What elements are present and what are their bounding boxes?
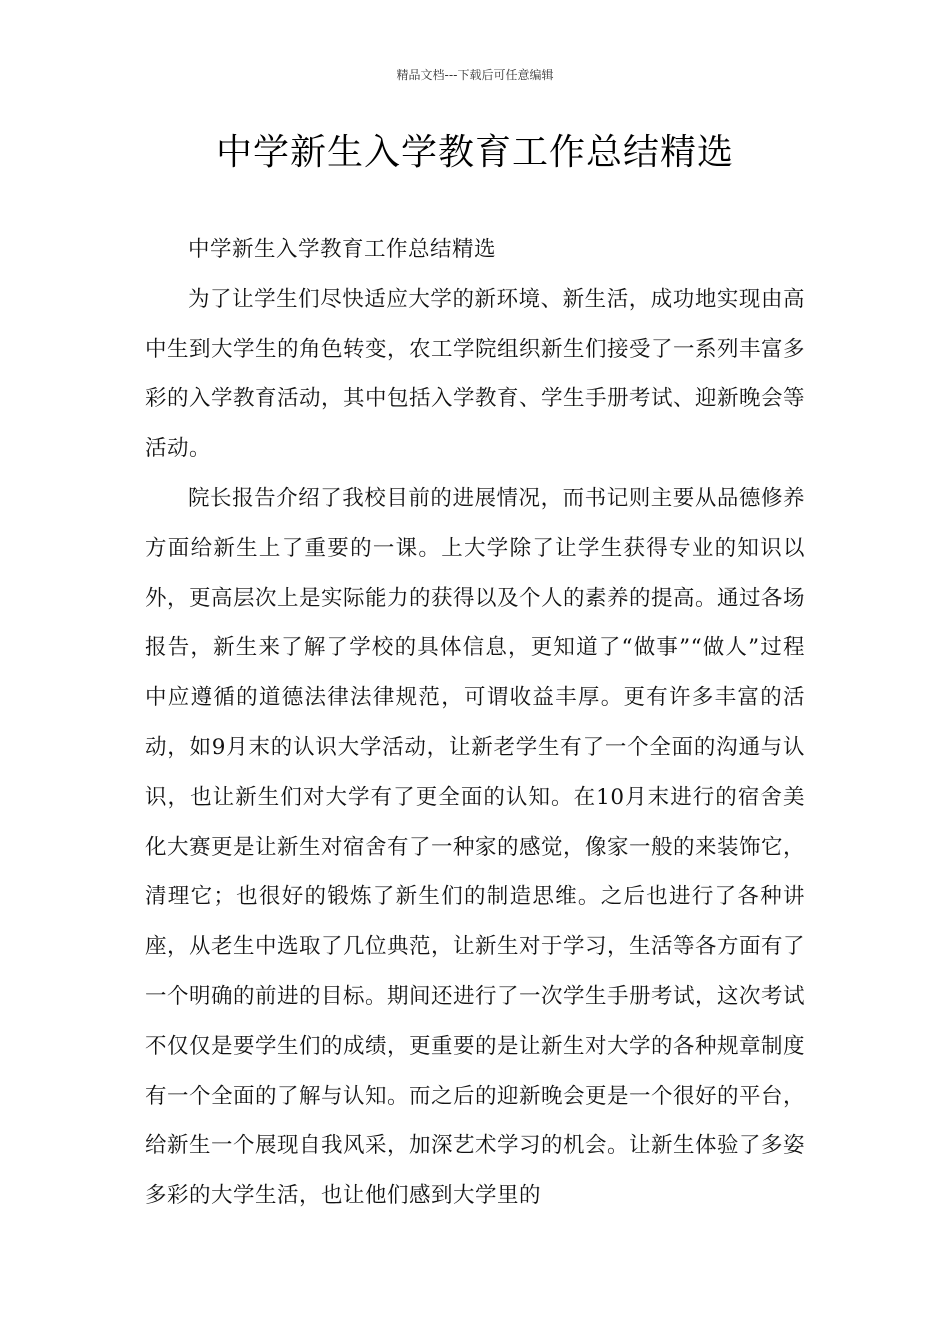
document-title: 中学新生入学教育工作总结精选 (215, 132, 734, 173)
paragraph-intro: 为了让学生们尽快适应大学的新环境、新生活，成功地实现由高中生到大学生的角色转变，农工学院组织新生们接受了一系列丰富多彩的入学教育活动，其中包括入学教育、学生手册考试、迎新晚会等活动。 (145, 286, 806, 462)
header-note: 精品文档---下载后可任意编辑 (396, 68, 554, 82)
paragraph-subtitle: 中学新生入学教育工作总结精选 (188, 237, 497, 262)
paragraph-main: 院长报告介绍了我校目前的进展情况，而书记则主要从品德修养方面给新生上了重要的一课。上大学除了让学生获得专业的知识以外，更高层次上是实际能力的获得以及个人的素养的提高。通过各场报告，新生来了解了学校的具体信息，更知道了“做事”“做人”过程中应遵循的道德法律法律规范，可谓收益丰厚。更有许多丰富的活动，如9月末的认识大学活动，让新老学生有了一个全面的沟通与认识，也让新生们对大学有了更全面的认知。在10月末进行的宿舍美化大赛更是让新生对宿舍有了一种家的感觉，像家一般的来装饰它，清理它；也很好的锻炼了新生们的制造思维。之后也进行了各种讲座，从老生中选取了几位典范，让新生对于学习，生活等各方面有了一个明确的前进的目标。期间还进行了一次学生手册考试，这次考试不仅仅是要学生们的成绩，更重要的是让新生对大学的各种规章制度有一个全面的了解与认知。而之后的迎新晚会更是一个很好的平台，给新生一个展现自我风采，加深艺术学习的机会。让新生体验了多姿多彩的大学生活，也让他们感到大学里的 (145, 485, 806, 1209)
document-body (145, 225, 805, 1221)
